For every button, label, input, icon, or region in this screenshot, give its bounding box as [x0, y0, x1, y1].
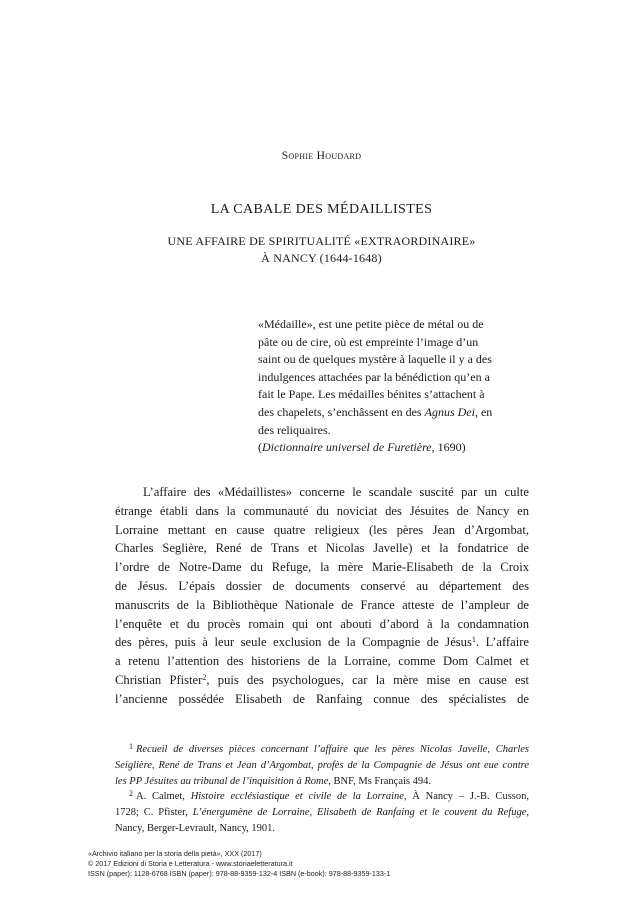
body-line: étrange établi dans la communauté du noviciat des Jésuites de Nancy en	[115, 503, 529, 518]
body-line: l’ancienne possédée Elisabeth de Ranfaing connue des spécialistes de	[115, 691, 529, 706]
footnote-1-text: , BNF, Ms Français 494.	[328, 775, 431, 787]
epigraph-source-year: , 1690)	[431, 440, 466, 455]
body-line: L’affaire des «Médaillistes» concerne le scandale suscité par un culte	[143, 485, 529, 499]
footnote-1-text: Recueil de diverses pièces concernant l’affaire que les pères Nicolas Javelle, Charles	[136, 744, 529, 755]
footnote-2-line: Nancy, Berger-Levrault, Nancy, 1901.	[115, 822, 276, 834]
journal-info	[88, 849, 568, 879]
footnote-1-line	[115, 742, 529, 758]
body-line: Charles Seglière, René de Trans et Nicolas Javelle) et la fondatrice de	[115, 541, 529, 556]
epigraph-source-title: Dictionnaire universel de Furetière	[262, 440, 432, 455]
epigraph-italic: Agnus Dei	[424, 404, 475, 419]
body-line: manuscrits de la Bibliothèque Nationale de France atteste de l’ampleur de	[115, 597, 529, 612]
body-line-text: Christian Pfister	[115, 672, 203, 687]
footnotes	[115, 742, 529, 837]
body-line-text: , puis des psychologues, car la mère mise en cause est	[206, 672, 529, 687]
epigraph-line: des reliquaires.	[258, 422, 331, 437]
epigraph-line: «Médaille», est une petite pièce de métal ou de	[258, 317, 484, 331]
footnote-2-line	[115, 805, 529, 821]
epigraph-line: saint ou de quelques mystère à laquelle il y a des	[258, 352, 492, 367]
epigraph-line: indulgences attachées par la bénédiction qu’en a	[258, 369, 490, 384]
journal-isbn: ISSN (paper): 1128-6768 ISBN (paper): 978-88-9359-132-4 ISBN (e-book): 978-88-9359-133-1	[88, 869, 391, 878]
subtitle-line-1: UNE AFFAIRE DE SPIRITUALITÉ «EXTRAORDINAIRE»	[167, 234, 476, 248]
footnote-2-text: L’énergumène de Lorraine, Elisabeth de Ranfaing et le couvent du Refuge	[192, 807, 527, 819]
body-line-text: des pères, puis à leur seule exclusion de la Compagnie de Jésus	[115, 635, 472, 650]
footnote-1-text: Seiglière, René de Trans et Jean d’Argombat, profès de la Compagnie de Jésus ont eue contre	[115, 759, 529, 771]
body-line: de Jésus. L’épais dossier de documents conservé au département des	[115, 578, 529, 593]
article-subtitle	[100, 233, 543, 267]
body-line	[115, 671, 529, 690]
body-line: l’ordre de Notre-Dame du Refuge, la mère Marie-Elisabeth de la Croix	[115, 560, 529, 575]
footnote-ref-1[interactable]: 1	[471, 635, 476, 645]
epigraph-source: (Dictionnaire universel de Furetière, 1690)	[258, 440, 466, 455]
body-line: a retenu l’attention des historiens de la Lorraine, comme Dom Calmet et	[115, 654, 529, 669]
body-line	[115, 633, 529, 652]
footnote-1-text: les PP Jésuites au tribunal de l’inquisition à Rome	[115, 775, 329, 787]
footnote-ref-2[interactable]: 2	[202, 672, 207, 682]
body-line: l’enquête et du procès romain qui ont abouti d’abord à la condamnation	[115, 616, 529, 631]
footnote-2-line	[115, 789, 529, 805]
author-name: Sophie Houdard	[281, 150, 362, 162]
epigraph-line: pâte ou de cire, où est empreinte l’image d’un	[258, 334, 479, 349]
body-paragraph	[115, 483, 529, 709]
footnote-2-text: Histoire ecclésiastique et civile de la Lorraine	[190, 791, 404, 803]
journal-citation: «Archivio italiano per la storia della pietà», XXX (2017)	[88, 849, 262, 858]
footnote-1-number: 1	[129, 742, 133, 751]
footnote-2-text: A. Calmet,	[136, 791, 191, 803]
epigraph-line: fait le Pape. Les médailles bénites s’attachent à	[258, 387, 485, 402]
footnote-1-line	[115, 758, 529, 774]
body-line-text: . L’affaire	[475, 635, 529, 650]
footnote-2-text: , À Nancy – J.-B. Cusson,	[403, 791, 529, 803]
footnote-2-number: 2	[129, 789, 133, 799]
footnote-2-text: ,	[526, 807, 529, 819]
epigraph	[258, 316, 530, 457]
body-line: Lorraine mettant en cause quatre religieux (les pères Jean d’Argombat,	[115, 522, 529, 537]
journal-copyright: © 2017 Edizioni di Storia e Letteratura - www.storiaeletteratura.it	[88, 859, 293, 868]
article-title: LA CABALE DES MÉDAILLISTES	[210, 202, 433, 217]
footnote-2-text: 1728; C. Pfister,	[115, 807, 193, 819]
subtitle-line-2: À NANCY (1644-1648)	[261, 251, 382, 265]
footnote-1-line	[115, 774, 529, 790]
epigraph-line: des chapelets, s’enchâssent en des Agnus Dei, en	[258, 404, 493, 419]
